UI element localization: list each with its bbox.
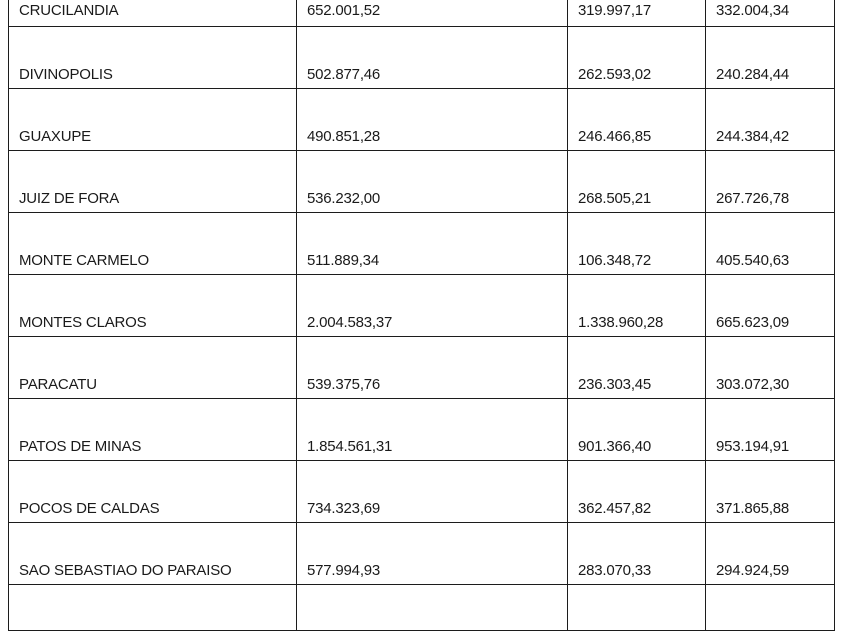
- value-cell-2: 262.593,02: [568, 27, 706, 89]
- spreadsheet-table-region: [8, 0, 834, 631]
- city-cell: JUIZ DE FORA: [9, 151, 297, 213]
- value-cell-2: 268.505,21: [568, 151, 706, 213]
- value-cell-3: 303.072,30: [706, 337, 835, 399]
- value-cell-3: 244.384,42: [706, 89, 835, 151]
- value-cell-2: 1.338.960,28: [568, 275, 706, 337]
- value-cell-2: 283.070,33: [568, 523, 706, 585]
- empty-cell: [9, 585, 297, 631]
- value-cell-3: 332.004,34: [706, 0, 835, 27]
- value-cell-1: 734.323,69: [297, 461, 568, 523]
- empty-cell: [706, 585, 835, 631]
- table-row: [9, 275, 835, 337]
- value-cell-3: 953.194,91: [706, 399, 835, 461]
- table-row: [9, 461, 835, 523]
- table-row: [9, 151, 835, 213]
- city-cell: GUAXUPE: [9, 89, 297, 151]
- table-row: [9, 337, 835, 399]
- city-cell: POCOS DE CALDAS: [9, 461, 297, 523]
- value-cell-2: 236.303,45: [568, 337, 706, 399]
- value-cell-2: 106.348,72: [568, 213, 706, 275]
- value-cell-1: 1.854.561,31: [297, 399, 568, 461]
- city-cell: SAO SEBASTIAO DO PARAISO: [9, 523, 297, 585]
- value-cell-3: 371.865,88: [706, 461, 835, 523]
- value-cell-3: 294.924,59: [706, 523, 835, 585]
- city-cell: CRUCILANDIA: [9, 0, 297, 27]
- value-cell-3: 405.540,63: [706, 213, 835, 275]
- values-table: [8, 0, 835, 631]
- table-row: [9, 89, 835, 151]
- city-cell: MONTE CARMELO: [9, 213, 297, 275]
- value-cell-1: 502.877,46: [297, 27, 568, 89]
- value-cell-1: 652.001,52: [297, 0, 568, 27]
- value-cell-2: 246.466,85: [568, 89, 706, 151]
- value-cell-2: 319.997,17: [568, 0, 706, 27]
- empty-cell: [568, 585, 706, 631]
- value-cell-1: 539.375,76: [297, 337, 568, 399]
- value-cell-1: 490.851,28: [297, 89, 568, 151]
- city-cell: PATOS DE MINAS: [9, 399, 297, 461]
- empty-cell: [297, 585, 568, 631]
- value-cell-2: 901.366,40: [568, 399, 706, 461]
- value-cell-3: 267.726,78: [706, 151, 835, 213]
- value-cell-1: 2.004.583,37: [297, 275, 568, 337]
- table-row: [9, 213, 835, 275]
- city-cell: DIVINOPOLIS: [9, 27, 297, 89]
- table-row: [9, 399, 835, 461]
- value-cell-3: 665.623,09: [706, 275, 835, 337]
- city-cell: PARACATU: [9, 337, 297, 399]
- table-row: [9, 523, 835, 585]
- city-cell: MONTES CLAROS: [9, 275, 297, 337]
- value-cell-3: 240.284,44: [706, 27, 835, 89]
- value-cell-1: 577.994,93: [297, 523, 568, 585]
- value-cell-2: 362.457,82: [568, 461, 706, 523]
- empty-table-row: [9, 585, 835, 631]
- table-row: [9, 0, 835, 27]
- value-cell-1: 511.889,34: [297, 213, 568, 275]
- table-row: [9, 27, 835, 89]
- value-cell-1: 536.232,00: [297, 151, 568, 213]
